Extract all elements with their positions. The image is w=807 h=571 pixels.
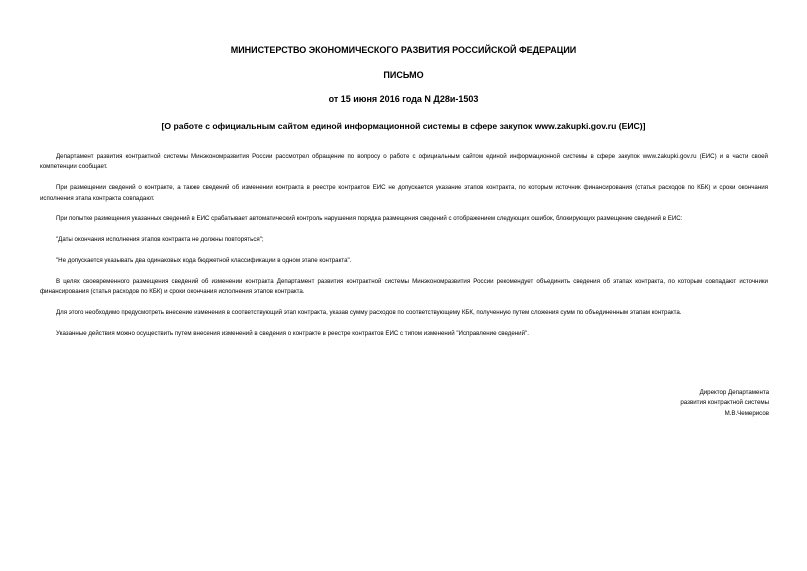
paragraph-2: При размещении сведений о контракте, а также сведений об изменении контракта в реестре контрактов ЕИС не допускается указание этапов контракта, по которым источник финансирования (статья расходов по КБК) и сроки окончания исполнения этапа контракта совпадают. bbox=[40, 184, 768, 202]
paragraph-error-2: "Не допускается указывать два одинаковых кода бюджетной классификации в одном этапе контракта". bbox=[56, 257, 352, 264]
letter-body bbox=[40, 152, 768, 350]
signature-block bbox=[680, 388, 769, 419]
subject-heading: [О работе с официальным сайтом единой информационной системы в сфере закупок www.zakupki.gov.ru (ЕИС)] bbox=[161, 121, 646, 131]
paragraph-8: Указанные действия можно осуществить путем внесения изменений в сведения о контракте в реестре контрактов ЕИС с типом изменений "Исправление сведений". bbox=[56, 329, 529, 337]
signature-title-line-1: Директор Департамента bbox=[699, 389, 769, 396]
paragraph-6: В целях своевременного размещения сведений об изменении контракта Департамент развития контрактной системы Минэкономразвития России рекомендует объединить сведения об этапах контракта, по которым совпадают источники финансирования (статья расходов по КБК) и сроки окончания исполнения этапов контракта. bbox=[40, 277, 768, 296]
paragraph-error-1: "Даты окончания исполнения этапов контракта не должны повторяться"; bbox=[56, 236, 264, 244]
ministry-heading: МИНИСТЕРСТВО ЭКОНОМИЧЕСКОГО РАЗВИТИЯ РОССИЙСКОЙ ФЕДЕРАЦИИ bbox=[230, 45, 577, 55]
paragraph-7: Для этого необходимо предусмотреть внесение изменения в соответствующий этап контракта, указав сумму расходов по соответствующему КБК, полученную путем сложения сумм по объединенным этапам контракта. bbox=[56, 309, 682, 316]
document-type-heading: ПИСЬМО bbox=[383, 70, 424, 80]
paragraph-1: Департамент развития контрактной системы Минэкономразвития России рассмотрел обращение по вопросу о работе с официальным сайтом единой информационной системы в сфере закупок www.zakupki.gov.ru (ЕИС) и в части своей компетенции сообщает. bbox=[40, 153, 768, 171]
signature-title-line-2: развития контрактной системы bbox=[680, 399, 769, 407]
signature-name: М.В.Чемерисов bbox=[724, 409, 769, 417]
date-number-heading: от 15 июня 2016 года N Д28и-1503 bbox=[328, 94, 479, 104]
paragraph-3: При попытке размещения указанных сведений в ЕИС срабатывает автоматический контроль нарушения порядка размещения сведений с отображением следующих ошибок, блокирующих размещение сведений в ЕИС: bbox=[56, 215, 683, 223]
